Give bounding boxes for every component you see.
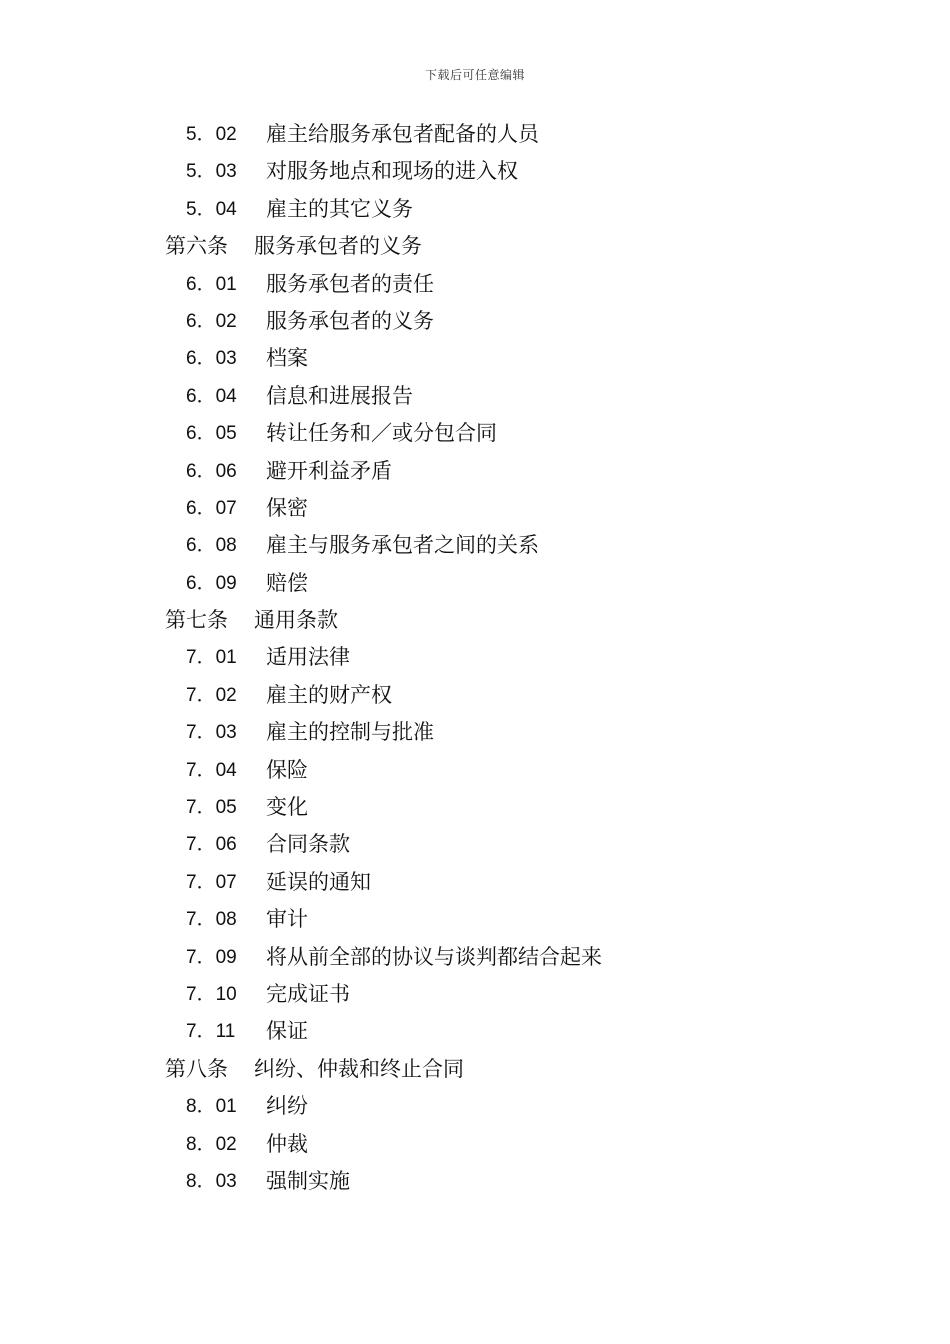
toc-item-number: 5．02 [186,124,237,145]
toc-item [0,1088,950,1125]
toc-item-number: 7．03 [186,722,237,744]
toc-item [0,565,950,602]
toc-item-number: 7．02 [186,684,237,706]
toc-item-number: 6．03 [186,348,237,370]
toc-item-number: 7．08 [186,909,237,931]
toc-item-title: 保密 [266,495,308,520]
toc-item-number: 6．02 [186,310,237,332]
toc-item [0,453,950,490]
toc-item-title: 雇主的其它义务 [266,196,413,221]
toc-item [0,677,950,714]
toc-item [0,378,950,415]
toc-item [0,303,950,340]
toc-item-number: 6．08 [186,535,237,557]
toc-item [0,415,950,452]
article-label: 第八条 [165,1056,228,1081]
toc-item [0,864,950,901]
toc-item [0,340,950,377]
toc-item [0,266,950,303]
toc-item [0,752,950,789]
toc-item-title: 合同条款 [266,832,350,857]
toc-article-heading [0,602,950,639]
toc-item [0,901,950,938]
toc-item-number: 7．05 [186,797,237,819]
toc-item [0,639,950,676]
toc-item-number: 7．06 [186,834,237,856]
toc-item [0,789,950,826]
toc-item-title: 雇主的财产权 [266,682,392,707]
toc-item-title: 雇主给服务承包者配备的人员 [266,122,539,146]
toc-item-title: 服务承包者的责任 [266,271,434,296]
toc-item [0,1163,950,1200]
toc-item-title: 审计 [266,907,308,932]
toc-item [0,714,950,751]
toc-item-title: 雇主的控制与批准 [266,720,434,745]
toc-item-number: 7．01 [186,647,237,669]
toc-item-number: 8．03 [186,1170,237,1192]
toc-item-number: 7．09 [186,946,237,968]
toc-item-title: 强制实施 [266,1168,350,1193]
toc-item [0,826,950,863]
toc-item-title: 仲裁 [266,1131,308,1156]
toc-item-title: 将从前全部的协议与谈判都结合起来 [266,944,602,969]
toc-item-title: 档案 [266,346,308,371]
toc-item-number: 5．04 [186,198,237,220]
toc-item-title: 赔偿 [266,570,308,595]
toc-item-title: 雇主与服务承包者之间的关系 [266,533,539,558]
toc-item-number: 8．01 [186,1096,237,1118]
toc-item-title: 延误的通知 [266,869,371,894]
toc-item-number: 7．11 [186,1021,236,1043]
toc-item [0,976,950,1013]
toc-item [0,116,950,153]
table-of-contents [0,116,950,1200]
toc-item-title: 服务承包者的义务 [266,308,434,333]
article-title: 通用条款 [254,608,338,633]
article-title: 纠纷、仲裁和终止合同 [254,1056,464,1081]
toc-item [0,191,950,228]
toc-item-number: 7．07 [186,871,237,893]
toc-item [0,1013,950,1050]
toc-item [0,527,950,564]
page-header: 下载后可任意编辑 [424,68,525,82]
toc-item-title: 避开利益矛盾 [266,458,392,483]
toc-item-number: 7．04 [186,759,237,781]
toc-item-title: 对服务地点和现场的进入权 [266,159,518,184]
article-label: 第七条 [165,608,228,633]
toc-item-title: 完成证书 [266,981,350,1006]
toc-article-heading [0,228,950,265]
toc-item-number: 6．01 [186,273,237,295]
toc-item-number: 6．06 [186,460,237,482]
toc-item-title: 保证 [266,1019,308,1044]
toc-item-title: 转让任务和／或分包合同 [266,421,497,446]
toc-item-title: 适用法律 [266,645,350,670]
toc-item [0,153,950,190]
toc-item-number: 6．05 [186,423,237,445]
toc-item-title: 纠纷 [266,1094,308,1119]
toc-item-number: 8．02 [186,1133,237,1155]
toc-item [0,939,950,976]
toc-item-number: 6．04 [186,385,237,407]
toc-item-number: 6．09 [186,572,237,594]
toc-item-title: 变化 [266,795,308,820]
article-title: 服务承包者的义务 [254,234,422,259]
toc-article-heading [0,1051,950,1088]
toc-item [0,490,950,527]
toc-item [0,1126,950,1163]
toc-item-number: 6．07 [186,497,237,519]
toc-item-number: 5．03 [186,161,237,183]
toc-item-title: 保险 [266,757,308,782]
toc-item-number: 7．10 [186,983,237,1005]
article-label: 第六条 [165,234,228,259]
toc-item-title: 信息和进展报告 [266,383,413,408]
